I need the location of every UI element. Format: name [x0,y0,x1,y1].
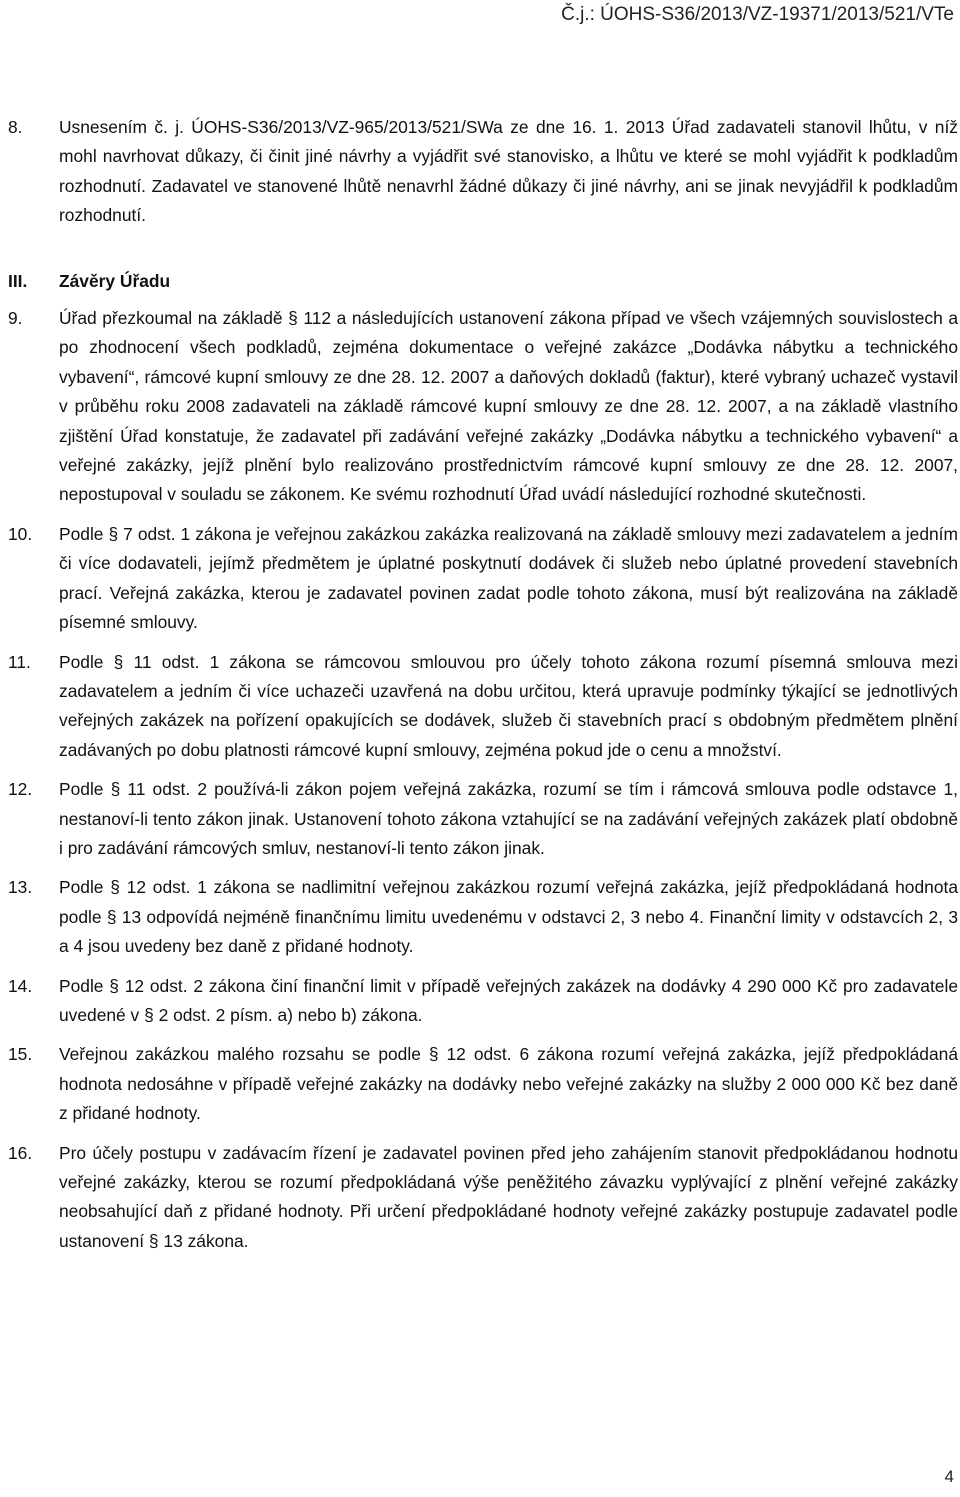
paragraph-text: Podle § 11 odst. 2 používá-li zákon pojem veřejná zakázka, rozumí se tím i rámcová smlouva podle odstavce 1, nestanoví-li tento zákon jinak. Ustanovení tohoto zákona vztahující se na zadávání veřejných zakázek platí obdobně i pro zadávání rámcových smluv, nestanoví-li tento zákon jinak. [59,779,958,858]
page-number: 4 [944,1467,954,1486]
paragraph-text: Podle § 7 odst. 1 zákona je veřejnou zakázkou zakázka realizovaná na základě smlouvy mezi zadavatelem a jedním či více dodavateli, jejímž předmětem je úplatné poskytnutí dodávek či služeb nebo úplatné provedení stavebních prací. Veřejná zakázka, kterou je zadavatel povinen zadat podle tohoto zákona, musí být realizována na základě písemné smlouvy. [59,523,958,633]
paragraph-13 [0,873,958,961]
paragraph-10 [0,520,958,638]
paragraph-11 [0,648,958,766]
paragraph-9 [0,304,958,510]
case-reference-header: Č.j.: ÚOHS-S36/2013/VZ-19371/2013/521/VTe [561,4,954,25]
paragraph-text: Podle § 12 odst. 2 zákona činí finanční limit v případě veřejných zakázek na dodávky 4 290 000 Kč pro zadavatele uvedené v § 2 odst. 2 písm. a) nebo b) zákona. [59,975,958,1025]
paragraph-number: 11. [8,651,31,672]
section-heading [0,267,958,296]
paragraph-number: 15. [8,1044,33,1065]
paragraph-text: Usnesením č. j. ÚOHS-S36/2013/VZ-965/2013/521/SWa ze dne 16. 1. 2013 Úřad zadavateli stanovil lhůtu, v níž mohl navrhovat důkazy, či činit jiné návrhy a vyjádřit své stanovisko, a lhůtu ve které se mohl vyjádřit k podkladům rozhodnutí. Zadavatel ve stanovené lhůtě nenavrhl žádné důkazy či jiné návrhy, ani se jinak nevyjádřil k podkladům rozhodnutí. [59,117,958,226]
paragraph-text: Podle § 11 odst. 1 zákona se rámcovou smlouvou pro účely tohoto zákona rozumí písemná smlouva mezi zadavatelem a jedním či více uchazeči uzavřená na dobu určitou, která upravuje podmínky týkající se jednotlivých veřejných zakázek na pořízení opakujících se dodávek, služeb či stavebních prací s obdobným předmětem plnění zadávaných po dobu platnosti rámcové kupní smlouvy, zejména pokud jde o cenu a množství. [59,651,958,760]
paragraph-text: Úřad přezkoumal na základě § 112 a následujících ustanovení zákona případ ve všech vzájemných souvislostech a po zhodnocení všech podkladů, zejména dokumentace o veřejné zakázce „Dodávka nábytku a technického vybavení“, rámcové kupní smlouvy ze dne 28. 12. 2007 a daňových dokladů (faktur), které vybraný uchazeč vystavil v průběhu roku 2008 zadavateli na základě rámcové kupní smlouvy ze dne 28. 12. 2007, a na základě vlastního zjištění Úřad konstatuje, že zadavatel při zadávání veřejné zakázky „Dodávka nábytku a technického vybavení“ a veřejné zakázky, jejíž plnění bylo realizováno prostřednictvím rámcové kupní smlouvy ze dne 28. 12. 2007, nepostupoval v souladu se zákonem. Ke svému rozhodnutí Úřad uvádí následující rozhodné skutečnosti. [59,308,958,505]
paragraph-text: Pro účely postupu v zadávacím řízení je zadavatel povinen před jeho zahájením stanovit předpokládanou hodnotu veřejné zakázky, kterou se rozumí předpokládaná výše peněžitého závazku vyplývající z plnění veřejné zakázky neobsahující daň z přidané hodnoty. Při určení předpokládané hodnoty veřejné zakázky postupuje zadavatel podle ustanovení § 13 zákona. [59,1142,958,1251]
paragraph-15 [0,1040,958,1128]
paragraph-number: 10. [8,523,33,544]
paragraph-number: 13. [8,877,33,898]
document-body [0,113,958,1256]
section-number: III. [8,270,28,291]
paragraph-text: Veřejnou zakázkou malého rozsahu se podle § 12 odst. 6 zákona rozumí veřejná zakázka, jejíž předpokládaná hodnota nedosáhne v případě veřejné zakázky na dodávky nebo veřejné zakázky na služby 2 000 000 Kč bez daně z přidané hodnoty. [59,1044,958,1124]
section-title: Závěry Úřadu [59,270,171,291]
paragraph-text: Podle § 12 odst. 1 zákona se nadlimitní veřejnou zakázkou rozumí veřejná zakázka, jejíž předpokládaná hodnota podle § 13 odpovídá nejméně finančnímu limitu uvedenému v odstavci 2, 3 nebo 4. Finanční limity v odstavcích 2, 3 a 4 jsou uvedeny bez daně z přidané hodnoty. [59,877,958,957]
paragraph-number: 8. [8,117,23,137]
paragraph-16 [0,1139,958,1257]
paragraph-12 [0,775,958,863]
paragraph-14 [0,972,958,1031]
paragraph-number: 9. [8,308,23,329]
paragraph-number: 12. [8,779,33,800]
paragraph-number: 14. [8,975,33,996]
paragraph-8 [0,113,958,231]
paragraph-number: 16. [8,1142,33,1163]
